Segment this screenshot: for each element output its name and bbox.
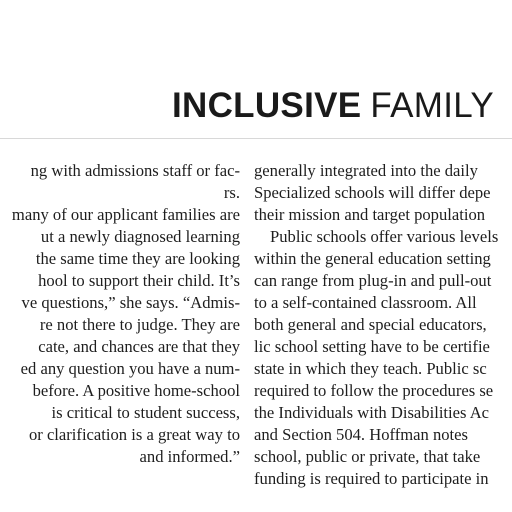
right-line-1: generally integrated into the daily [254,161,478,180]
left-line-2: rs. [223,183,240,202]
right-line-3: their mission and target population [254,205,486,224]
section-headline [172,86,494,126]
left-line-13: or clarification is a great way to [28,425,240,444]
left-line-7: ve questions,” she says. “Admis- [21,293,240,312]
right-line-9: lic school setting have to be certifie [254,337,490,356]
left-line-4: ut a newly diagnosed learning [40,227,240,246]
left-line-11: before. A positive home-school [32,381,240,400]
headline-bold-word: INCLUSIVE [172,86,362,125]
right-text-column [254,160,512,490]
right-line-2: Specialized schools will differ depe [254,183,491,202]
left-line-5: the same time they are looking [35,249,240,268]
right-line-11: required to follow the procedures se [254,381,494,400]
right-line-4: Public schools offer various levels [270,227,499,246]
left-line-6: hool to support their child. It’s [38,271,240,290]
header-rule [0,138,512,139]
right-line-10: state in which they teach. Public sc [254,359,487,378]
left-line-14: and informed.” [139,447,240,466]
right-line-13: and Section 504. Hoffman notes [254,425,468,444]
left-text-column [0,160,240,468]
left-line-3: many of our applicant families are [11,205,240,224]
headline-light-word: FAMILY [370,86,495,125]
right-line-12: the Individuals with Disabilities Ac [254,403,490,422]
right-line-14: school, public or private, that take [254,447,481,466]
left-line-9: cate, and chances are that they [38,337,240,356]
right-line-5: within the general education setting [254,249,491,268]
right-line-6: can range from plug-in and pull-out [254,271,492,290]
left-line-8: re not there to judge. They are [39,315,240,334]
right-line-8: both general and special educators, [254,315,487,334]
left-line-12: is critical to student success, [51,403,240,422]
right-line-7: to a self-contained classroom. All [254,293,477,312]
left-line-10: ed any question you have a num- [20,359,240,378]
right-line-15: funding is required to participate in [254,469,489,488]
left-line-1: ng with admissions staff or fac- [30,161,240,180]
